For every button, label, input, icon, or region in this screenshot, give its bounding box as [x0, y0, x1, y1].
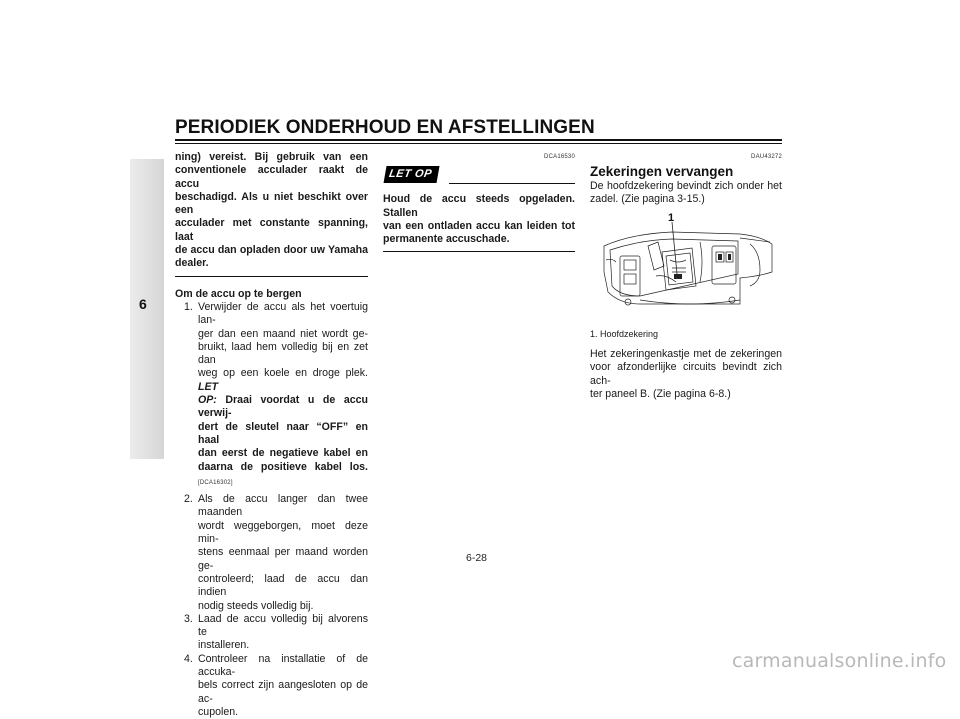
column-middle	[383, 151, 575, 252]
step-number: 4.	[184, 652, 193, 665]
text-line: De hoofdzekering bevindt zich onder het	[590, 179, 782, 192]
step-number: 2.	[184, 493, 193, 506]
text-run: weg op een koele en droge plek.	[198, 367, 368, 380]
text-line: Laad de accu volledig bij alvorens te	[198, 612, 368, 639]
caution-text	[383, 193, 575, 246]
text-line	[198, 394, 368, 421]
caption-and-body	[590, 328, 782, 401]
text-line: Als de accu langer dan twee maanden	[198, 493, 368, 519]
text-line	[198, 367, 368, 394]
text-run: Draai voordat u de accu verwij-	[198, 394, 368, 420]
chapter-number: 6	[139, 296, 147, 312]
caution-rule	[449, 183, 575, 184]
text-line: wordt weggeborgen, moet deze min-	[198, 519, 368, 546]
text-line: beschadigd. Als u niet beschikt over een	[175, 190, 368, 217]
step-number: 3.	[184, 612, 193, 625]
caution-badge: LET OP	[383, 166, 439, 183]
column-left	[175, 151, 368, 719]
text-line: stens eenmaal per maand worden ge-	[198, 546, 368, 572]
figure-caption: 1. Hoofdzekering	[590, 329, 659, 339]
text-line: conventionele acculader raakt de accu	[175, 164, 368, 190]
text-line: dert de sleutel naar “OFF” en haal	[198, 420, 368, 446]
section-heading: Zekeringen vervangen	[590, 164, 734, 180]
reference-code: DCA16530	[544, 154, 575, 160]
caution-label-end: OP:	[198, 394, 217, 407]
text-line: installeren.	[198, 639, 250, 652]
battery-charging-note	[175, 151, 368, 271]
page-number: 6-28	[466, 552, 488, 564]
text-line: dan eerst de negatieve kabel en	[198, 447, 368, 460]
text-line: zadel. (Zie pagina 3-15.)	[590, 192, 705, 205]
body-paragraph	[590, 348, 782, 401]
text-line: nodig steeds volledig bij.	[198, 599, 314, 612]
main-fuse-illustration	[600, 212, 775, 316]
header-rule-thin	[175, 143, 782, 144]
text-line: de accu dan opladen door uw Yamaha	[175, 244, 368, 257]
text-line: voor afzonderlijke circuits bevindt zich ach-	[590, 361, 782, 387]
list-item	[175, 493, 368, 613]
caution-end-rule	[383, 251, 575, 252]
text-line: Verwijder de accu als het voertuig lan-	[198, 300, 368, 327]
text-line: ger dan een maand niet wordt ge-	[198, 327, 368, 340]
text-line: bels correct zijn aangesloten op de ac-	[198, 679, 368, 705]
text-line: cupolen.	[198, 705, 239, 718]
callout-leader	[672, 222, 677, 274]
callout-label: 1	[668, 212, 675, 224]
watermark: carmanualsonline.info	[732, 650, 947, 672]
header-rule	[175, 139, 782, 141]
step-number: 1.	[184, 300, 193, 313]
text-line: daarna de positieve kabel los.	[198, 460, 368, 473]
text-line: Controleer na installatie of de accuka-	[198, 652, 368, 678]
text-line: dealer.	[175, 257, 209, 270]
column-right	[590, 151, 782, 206]
page-title: PERIODIEK ONDERHOUD EN AFSTELLINGEN	[175, 117, 595, 138]
list-item	[175, 301, 368, 490]
caution-label: LET	[198, 380, 219, 393]
storage-heading: Om de accu op te bergen	[175, 287, 302, 300]
text-line: ning) vereist. Bij gebruik van een	[175, 151, 368, 163]
text-line: ter paneel B. (Zie pagina 6-8.)	[590, 387, 731, 400]
text-line: permanente accuschade.	[383, 233, 510, 246]
text-line: bruikt, laad hem volledig bij en zet dan	[198, 340, 368, 367]
chapter-tab	[130, 159, 164, 459]
text-line: Het zekeringenkastje met de zekeringen	[590, 348, 782, 360]
reference-code: DAU43272	[751, 154, 782, 160]
caution-header	[383, 165, 575, 187]
text-line: acculader met constante spanning, laat	[175, 217, 368, 243]
list-item	[175, 653, 368, 719]
caution-end-rule	[175, 276, 368, 277]
text-line: controleerd; laad de accu dan indien	[198, 572, 368, 599]
list-item	[175, 613, 368, 653]
text-line: van een ontladen accu kan leiden tot	[383, 219, 575, 232]
text-line: Houd de accu steeds opgeladen. Stallen	[383, 193, 575, 219]
reference-code: [DCA16302]	[198, 479, 233, 486]
intro-paragraph	[590, 180, 782, 207]
storage-steps	[175, 301, 368, 719]
